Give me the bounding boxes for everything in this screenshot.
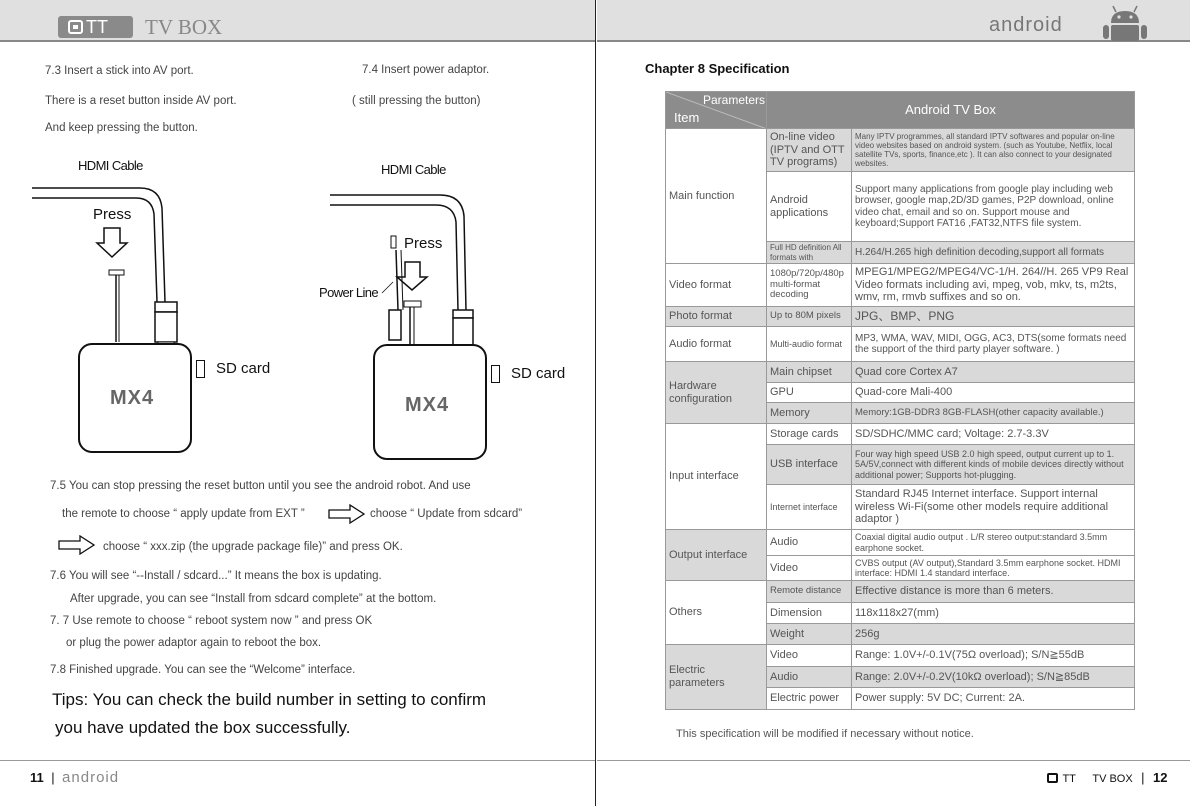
cell-value: MP3, WMA, WAV, MIDI, OGG, AC3, DTS(some formats need the support of the third party player software. ) [852,327,1135,362]
cell-value: Quad core Cortex A7 [852,362,1135,383]
press-label-left: Press [93,206,132,223]
right-page [597,0,1190,806]
cell-value: Effective distance is more than 6 meters. [852,581,1135,603]
cell-label: Android applications [767,172,852,242]
cell-label: Internet interface [767,485,852,530]
step-7-3-note1: There is a reset button inside AV port. [45,95,237,107]
cell-value: 118x118x27(mm) [852,603,1135,624]
cell-value: Many IPTV programmes, all standard IPTV softwares and popular on-line video websites based on android system. (such as Youtube, Netflix, local satellite TVs, sports, finance,etc ). It can also connect to your designated websites. [852,129,1135,172]
cell-label: Main chipset [767,362,852,383]
group-video-format: Video format [666,264,767,307]
power-line-label: Power Line [319,285,379,300]
right-footer-line [597,760,1190,761]
step-7-5-c: choose “ Update from sdcard” [370,508,523,520]
group-input-interface: Input interface [666,424,767,530]
tv-box-right [373,344,487,460]
cell-label: Remote distance [767,581,852,603]
sd-card-label-left: SD card [216,360,271,377]
cell-value: Standard RJ45 Internet interface. Support internal wireless Wi-Fi(some other models require additional adaptor ) [852,485,1135,530]
spec-table [665,91,1135,710]
cell-value: Power supply: 5V DC; Current: 2A. [852,688,1135,710]
cell-value: 256g [852,624,1135,645]
cell-value: Support many applications from google play including web browser, google map,2D/3D games, P2P download, online video chat, email and so on. Support mouse and keyboard;Support FAT16 ,FAT32,NTFS file system. [852,172,1135,242]
footer-tv-box: TV BOX [1092,773,1133,786]
power-line [396,250,398,310]
table-corner-cell [666,92,767,129]
tv-box-left [78,343,192,453]
group-others: Others [666,581,767,645]
mx4-logo-right: MX4 [405,394,450,416]
step-7-7-b: or plug the power adaptor again to reboot the box. [66,637,322,649]
tips-line2: you have updated the box successfully. [55,718,351,737]
cell-value: CVBS output (AV output),Standard 3.5mm earphone socket. HDMI interface: HDMI 1.4 standard interface. [852,556,1135,581]
cell-label: Dimension [767,603,852,624]
ott-o-dot [73,25,78,29]
cell-value: Range: 1.0V+/-0.1V(75Ω overload); S/N≧55dB [852,645,1135,667]
group-audio-format: Audio format [666,327,767,362]
table-row [666,424,1135,445]
cell-label: Electric power [767,688,852,710]
cell-value: JPG、BMP、PNG [852,307,1135,327]
cell-value: H.264/H.265 high definition decoding,support all formats [852,242,1135,264]
step-7-3: 7.3 Insert a stick into AV port. [45,65,194,77]
ott-logo [58,16,133,38]
arrow-right-icon [328,504,366,524]
group-output-interface: Output interface [666,530,767,581]
header-android-text: android [989,14,1063,36]
hdmi-cable-label-left: HDMI Cable [78,158,143,173]
left-footer [30,769,119,787]
cell-label: Video [767,556,852,581]
press-small-stick-right [391,236,396,248]
cell-value: MPEG1/MPEG2/MPEG4/VC-1/H. 264//H. 265 VP9 Real Video formats including avi, mpeg, vob, mkv, ts, m2ts, wmv, rm, rmvb suffixes and so on. [852,264,1135,307]
hdmi-plug-right [453,310,473,318]
footer-android-text: android [62,769,120,786]
press-arrow-left [97,228,127,257]
cell-label: 1080p/720p/480p multi-format decoding [767,264,852,307]
group-photo-format: Photo format [666,307,767,327]
corner-params: Parameters [702,93,765,107]
table-header-row [666,92,1135,129]
table-row [666,530,1135,556]
step-7-6: 7.6 You will see “--Install / sdcard...” It means the box is updating. [50,570,382,582]
right-footer [1047,769,1167,787]
footer-ott-text: TT [1062,773,1076,785]
table-row [666,581,1135,603]
page-number-left: 11 [30,770,44,785]
table-row [666,362,1135,383]
sd-card-label-right: SD card [511,365,566,382]
cell-label: Memory [767,403,852,424]
chapter-title: Chapter 8 Specification [645,61,790,76]
cell-label: Multi-audio format [767,327,852,362]
step-7-4-note: ( still pressing the button) [352,95,481,107]
cell-label: Weight [767,624,852,645]
cell-label: Video [767,645,852,667]
mx4-logo-left: MX4 [110,387,155,409]
group-electric: Electric parameters [666,645,767,710]
step-7-7: 7. 7 Use remote to choose “ reboot system now ” and press OK [50,615,373,627]
arrow-right-icon [58,535,96,555]
step-7-5-b: the remote to choose “ apply update from EXT ” [62,508,305,520]
step-7-3-note2: And keep pressing the button. [45,122,198,134]
cell-value: SD/SDHC/MMC card; Voltage: 2.7-3.3V [852,424,1135,445]
ott-logo-text: TT [86,17,108,37]
group-hardware: Hardware configuration [666,362,767,424]
cell-label: Audio [767,667,852,688]
table-row [666,129,1135,172]
cell-label: On-line video (IPTV and OTT TV programs) [767,129,852,172]
group-main-function: Main function [666,129,767,264]
cell-value: Coaxial digital audio output . L/R stereo output:standard 3.5mm earphone socket. [852,530,1135,556]
corner-item: Item [674,110,700,126]
step-7-6-b: After upgrade, you can see “Install from sdcard complete” at the bottom. [70,593,437,605]
cell-label: Storage cards [767,424,852,445]
cell-value: Four way high speed USB 2.0 high speed, output current up to 1. 5A/5V,connect with different kinds of mobile devices directly without additional power; Supports hot-plugging. [852,445,1135,485]
sd-slot-right [491,365,500,383]
left-footer-line [0,760,595,761]
press-label-right: Press [404,235,443,252]
cell-value: Memory:1GB-DDR3 8GB-FLASH(other capacity available.) [852,403,1135,424]
reset-stick-left [109,270,124,275]
footer-ott-logo [1047,769,1076,787]
table-row [666,264,1135,307]
table-row [666,327,1135,362]
reset-stick-right [404,301,421,307]
product-header: Android TV Box [767,92,1135,129]
hdmi-plug-left [155,302,177,312]
step-7-4: 7.4 Insert power adaptor. [362,64,490,76]
spec-note: This specification will be modified if necessary without notice. [676,728,974,740]
step-7-5: 7.5 You can stop pressing the reset button until you see the android robot. And use [50,480,471,492]
table-row [666,645,1135,667]
step-7-8: 7.8 Finished upgrade. You can see the “Welcome” interface. [50,664,356,676]
cell-label: Up to 80M pixels [767,307,852,327]
cell-value: Quad-core Mali-400 [852,383,1135,403]
tv-box-title: TV BOX [145,15,223,39]
tips-line1: Tips: You can check the build number in setting to confirm [52,690,487,709]
cell-value: Range: 2.0V+/-0.2V(10kΩ overload); S/N≧85dB [852,667,1135,688]
footer-o-icon [1047,773,1058,783]
cell-label: Audio [767,530,852,556]
sd-slot-left [196,360,205,378]
hdmi-cable-label-right: HDMI Cable [381,162,446,177]
step-7-5-d: choose “ xxx.zip (the upgrade package file)” and press OK. [103,541,403,553]
table-row [666,307,1135,327]
cell-label: Full HD definition All formats with [767,242,852,264]
cell-label: GPU [767,383,852,403]
cell-label: USB interface [767,445,852,485]
android-robot-icon [1099,3,1151,41]
footer-separator: | [51,770,55,785]
page-number-right: 12 [1153,770,1168,786]
footer-separator: | [1141,770,1145,786]
